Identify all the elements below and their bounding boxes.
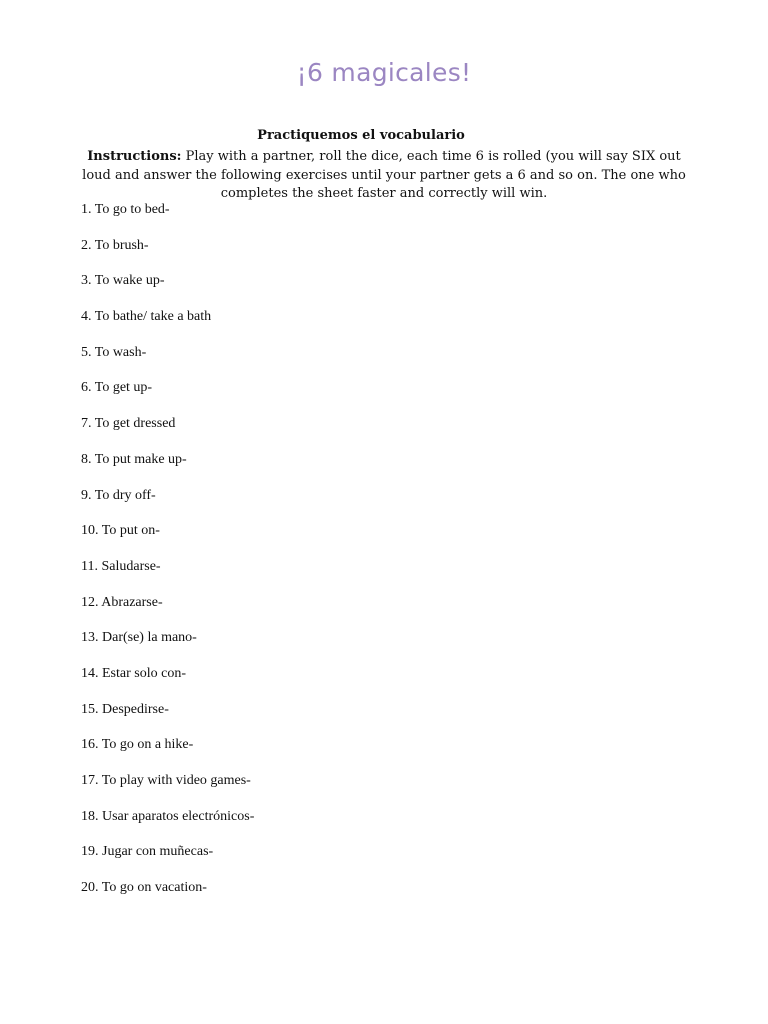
instructions-paragraph	[80, 148, 688, 204]
list-item: 18. Usar aparatos electrónicos-	[81, 808, 255, 824]
list-item: 7. To get dressed	[81, 416, 176, 432]
worksheet-subtitle: Practiquemos el vocabulario	[257, 128, 465, 143]
worksheet-title: ¡6 magicales!	[296, 58, 472, 87]
instructions-lead: Instructions:	[87, 149, 182, 164]
instructions-text: Play with a partner, roll the dice, each time 6 is rolled (you will say SIX out loud and answer the following exercises until your partner gets a 6 and so on. The one who completes the sheet faster and correctly will win.	[82, 149, 686, 201]
list-item: 16. To go on a hike-	[81, 737, 194, 753]
list-item: 13. Dar(se) la mano-	[81, 630, 197, 646]
list-item: 5. To wash-	[81, 344, 147, 360]
list-item: 12. Abrazarse-	[81, 594, 163, 610]
list-item: 2. To brush-	[81, 237, 149, 253]
list-item: 15. Despedirse-	[81, 701, 169, 717]
list-item: 11. Saludarse-	[81, 558, 161, 574]
list-item: 10. To put on-	[81, 523, 160, 539]
list-item: 20. To go on vacation-	[81, 880, 207, 896]
list-item: 6. To get up-	[81, 380, 153, 396]
list-item: 1. To go to bed-	[81, 202, 170, 217]
list-item: 4. To bathe/ take a bath	[81, 309, 212, 325]
list-item: 3. To wake up-	[81, 273, 165, 289]
list-item: 17. To play with video games-	[81, 773, 251, 788]
list-item: 8. To put make up-	[81, 451, 187, 467]
list-item: 19. Jugar con muñecas-	[81, 844, 214, 860]
list-item: 14. Estar solo con-	[81, 665, 186, 681]
vocabulary-list	[81, 200, 254, 914]
list-item: 9. To dry off-	[81, 487, 156, 503]
